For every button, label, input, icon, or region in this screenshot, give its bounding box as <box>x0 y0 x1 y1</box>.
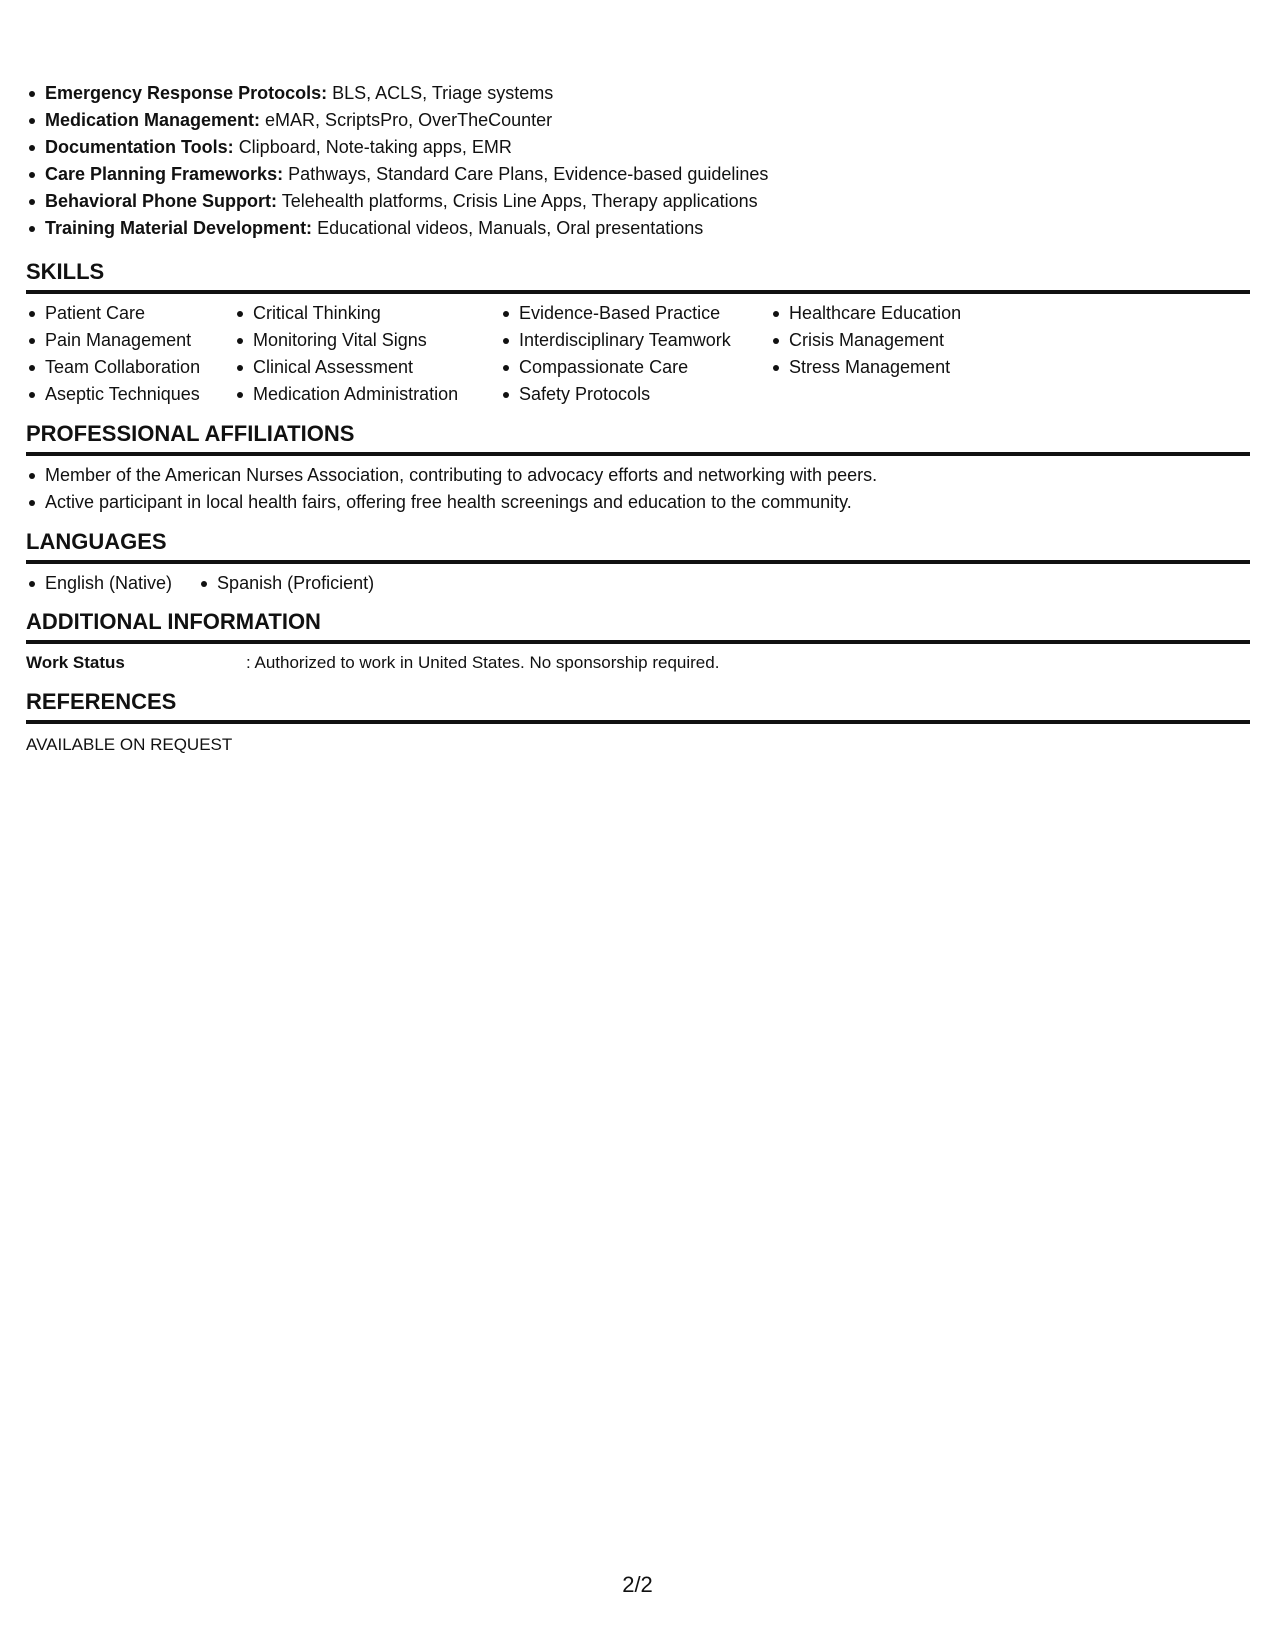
skill-item: Team Collaboration <box>26 354 234 381</box>
work-status-value: : Authorized to work in United States. No sponsorship required. <box>246 653 720 672</box>
tool-category-value: eMAR, ScriptsPro, OverTheCounter <box>265 110 553 130</box>
list-item <box>26 107 1250 134</box>
skill-item: Monitoring Vital Signs <box>234 327 500 354</box>
references-text: AVAILABLE ON REQUEST <box>26 735 233 754</box>
skills-column <box>234 300 500 408</box>
skill-item: Medication Administration <box>234 381 500 408</box>
tool-category-label: Documentation Tools: <box>45 137 234 157</box>
skill-item: Healthcare Education <box>770 300 1070 327</box>
affiliation-item: Member of the American Nurses Association, contributing to advocacy efforts and networking with peers. <box>26 462 1250 489</box>
languages-list <box>26 570 1250 596</box>
list-item <box>26 161 1250 188</box>
list-item <box>26 134 1250 161</box>
list-item <box>26 188 1250 215</box>
skill-item: Safety Protocols <box>500 381 770 408</box>
list-item <box>26 215 1250 242</box>
resume-page <box>26 80 1250 758</box>
affiliations-list <box>26 462 1250 516</box>
language-item: Spanish (Proficient) <box>198 570 374 596</box>
skill-item: Pain Management <box>26 327 234 354</box>
skill-item: Patient Care <box>26 300 234 327</box>
page-number: 2/2 <box>622 1572 653 1597</box>
technical-tools-list <box>26 80 1250 242</box>
language-item: English (Native) <box>26 570 172 596</box>
skills-grid <box>26 300 1250 408</box>
work-status-row <box>26 650 1250 676</box>
skill-item: Aseptic Techniques <box>26 381 234 408</box>
tool-category-label: Training Material Development: <box>45 218 313 238</box>
tool-category-label: Behavioral Phone Support: <box>45 191 278 211</box>
tool-category-value: BLS, ACLS, Triage systems <box>332 83 554 103</box>
tool-category-value: Pathways, Standard Care Plans, Evidence-based guidelines <box>288 164 769 184</box>
tool-category-value: Clipboard, Note-taking apps, EMR <box>238 137 512 157</box>
affiliation-item: Active participant in local health fairs, offering free health screenings and education to the community. <box>26 489 1250 516</box>
skill-item: Interdisciplinary Teamwork <box>500 327 770 354</box>
tool-category-label: Medication Management: <box>45 110 261 130</box>
skill-item: Evidence-Based Practice <box>500 300 770 327</box>
work-status-label: Work Status <box>26 653 125 672</box>
skill-item: Stress Management <box>770 354 1070 381</box>
list-item <box>26 80 1250 107</box>
affiliations-heading: PROFESSIONAL AFFILIATIONS <box>26 420 1250 456</box>
tool-category-label: Emergency Response Protocols: <box>45 83 328 103</box>
additional-info-heading: ADDITIONAL INFORMATION <box>26 608 1250 644</box>
tool-category-value: Educational videos, Manuals, Oral presentations <box>317 218 704 238</box>
skills-column <box>500 300 770 408</box>
tool-category-label: Care Planning Frameworks: <box>45 164 284 184</box>
tool-category-value: Telehealth platforms, Crisis Line Apps, Therapy applications <box>281 191 758 211</box>
references-heading: REFERENCES <box>26 688 1250 724</box>
skills-heading: SKILLS <box>26 258 1250 294</box>
skills-column <box>770 300 1070 408</box>
languages-heading: LANGUAGES <box>26 528 1250 564</box>
skills-column <box>26 300 234 408</box>
skill-item: Clinical Assessment <box>234 354 500 381</box>
skill-item: Critical Thinking <box>234 300 500 327</box>
skill-item: Crisis Management <box>770 327 1070 354</box>
skill-item: Compassionate Care <box>500 354 770 381</box>
